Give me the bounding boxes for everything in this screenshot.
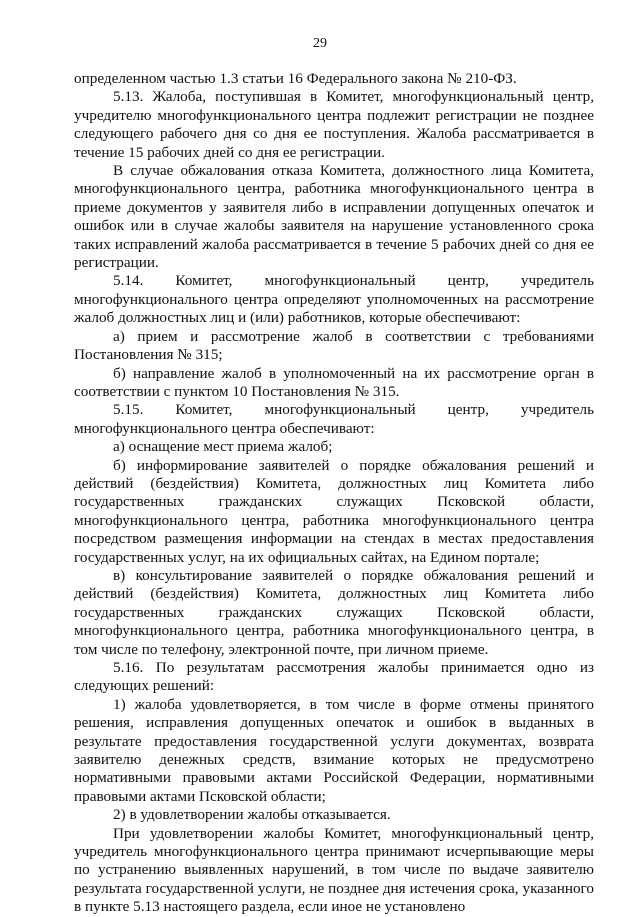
paragraph-satisfaction-measures: При удовлетворении жалобы Комитет, многофункциональный центр, учредитель многофункционального центра принимают исчерпывающие меры по устранению выявленных нарушений, в том числе по выдаче заявителю результата государственной услуги, не позднее дня истечения срока, указанного в пункте 5.13 настоящего раздела, если иное не установлено bbox=[74, 824, 594, 916]
paragraph-continuation: определенном частью 1.3 статьи 16 Федерального закона № 210-ФЗ. bbox=[74, 70, 517, 87]
paragraph-5-14-a: а) прием и рассмотрение жалоб в соответствии с требованиями Постановления № 315; bbox=[74, 327, 594, 364]
document-body bbox=[74, 70, 594, 917]
paragraph-5-15-a: а) оснащение мест приема жалоб; bbox=[113, 438, 333, 456]
paragraph-5-14: 5.14. Комитет, многофункциональный центр, учредитель многофункционального центра определяют уполномоченных на рассмотрение жалоб должностных лиц и (или) работников, которые обеспечивают: bbox=[74, 272, 594, 327]
paragraph-5-16-2: 2) в удовлетворении жалобы отказывается. bbox=[113, 806, 391, 824]
paragraph-5-16-1: 1) жалоба удовлетворяется, в том числе в форме отмены принятого решения, исправления допущенных опечаток и ошибок в выданных в результате предоставления государственной услуги документах, возврата заявителю денежных средств, взимание которых не предусмотрено нормативными правовыми актами Российской Федерации, нормативными правовыми актами Псковской области; bbox=[74, 695, 594, 805]
paragraph-5-15: 5.15. Комитет, многофункциональный центр, учредитель многофункционального центра обеспечивают: bbox=[74, 401, 594, 437]
paragraph-5-15-b: б) информирование заявителей о порядке обжалования решений и действий (бездействия) Комитета, должностных лиц Комитета либо государственных гражданских служащих Псковской области, многофункционального центра, работника многофункционального центра посредством размещения информации на стендах в местах предоставления государственных услуг, на их официальных сайтах, на Едином портале; bbox=[74, 456, 594, 566]
paragraph-5-14-b: б) направление жалоб в уполномоченный на их рассмотрение орган в соответствии с пунктом 10 Постановления № 315. bbox=[74, 364, 594, 400]
page-number: 29 bbox=[313, 36, 327, 51]
paragraph-5-16: 5.16. По результатам рассмотрения жалобы принимается одно из следующих решений: bbox=[74, 659, 594, 695]
paragraph-refusal-appeal: В случае обжалования отказа Комитета, должностного лица Комитета, многофункционального центра, работника многофункционального центра в приеме документов у заявителя либо в исправлении допущенных опечаток и ошибок или в случае жалобы заявителя на нарушение установленного срока таких исправлений жалоба рассматривается в течение 5 рабочих дней со дня ее регистрации. bbox=[74, 162, 594, 272]
paragraph-5-13: 5.13. Жалоба, поступившая в Комитет, многофункциональный центр, учредителю многофункционального центра подлежит регистрации не позднее следующего рабочего дня со дня ее поступления. Жалоба рассматривается в течение 15 рабочих дней со дня ее регистрации. bbox=[74, 88, 594, 161]
paragraph-5-15-v: в) консультирование заявителей о порядке обжалования решений и действий (бездействия) Комитета, должностных лиц Комитета либо государственных гражданских служащих Псковской области, многофункционального центра, работника многофункционального центра, в том числе по телефону, электронной почте, при личном приеме. bbox=[74, 566, 594, 658]
